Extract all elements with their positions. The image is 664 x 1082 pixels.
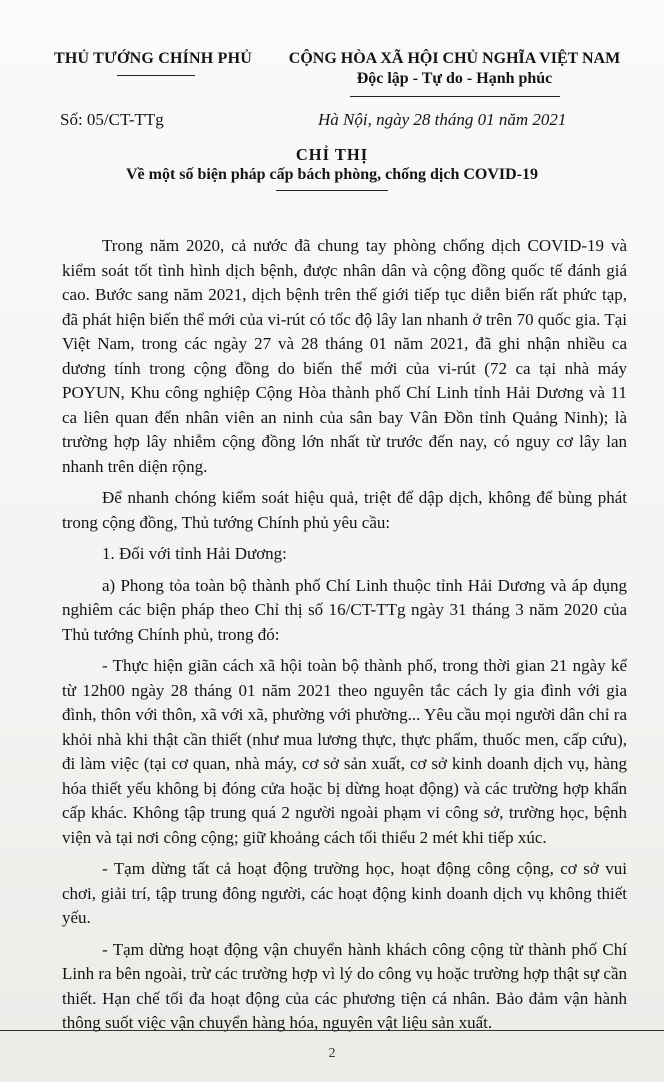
paragraph-request: Để nhanh chóng kiểm soát hiệu quả, triệt để dập dịch, không để bùng phát trong cộng đồng, Thủ tướng Chính phủ yêu cầu: — [62, 488, 627, 532]
page-divider — [0, 1030, 664, 1031]
national-header — [262, 50, 647, 88]
page-number: 2 — [328, 1046, 336, 1061]
nation-name: CỘNG HÒA XÃ HỘI CHỦ NGHĨA VIỆT NAM — [288, 50, 621, 67]
title-underline — [276, 190, 388, 191]
bullet-suspend-transport: - Tạm dừng hoạt động vận chuyển hành khách công cộng từ thành phố Chí Linh ra bên ngoài, trừ các trường hợp vì lý do công vụ hoặc trường hợp thật sự cần thiết. Hạn chế tối đa hoạt động của các phương tiện cá nhân. Bảo đảm vận hành thông suốt việc vận chuyển hàng hóa, nguyên vật liệu sản xuất. — [62, 939, 627, 1032]
section-heading: 1. Đối với tỉnh Hải Dương: — [102, 544, 287, 563]
bullet-suspend-activities: - Tạm dừng tất cả hoạt động trường học, hoạt động công cộng, cơ sở vui chơi, giải trí, tập trung đông người, các hoạt động kinh doanh dịch vụ không thiết yếu. — [62, 859, 627, 927]
document-body — [62, 234, 627, 1043]
paragraph-intro: Trong năm 2020, cả nước đã chung tay phòng chống dịch COVID-19 và kiểm soát tốt tình hình dịch bệnh, được nhân dân và cộng đồng quốc tế đánh giá cao. Bước sang năm 2021, dịch bệnh trên thế giới tiếp tục diễn biến rất phức tạp, đã phát hiện biến thể mới của vi-rút có tốc độ lây lan nhanh ở trên 70 quốc gia. Tại Việt Nam, trong các ngày 27 và 28 tháng 01 năm 2021, đã ghi nhận nhiều ca dương tính trong cộng đồng do biến thể mới của vi-rút (72 ca tại nhà máy POYUN, Khu công nghiệp Cộng Hòa thành phố Chí Linh tỉnh Hải Dương và 11 ca liên quan đến nhân viên an ninh của sân bay Vân Đồn tỉnh Quảng Ninh); là trường hợp lây nhiễm cộng đồng lớn nhất từ trước đến nay, có nguy cơ lây lan nhanh trên diện rộng. — [62, 236, 627, 476]
document-number: Số: 05/CT-TTg — [60, 110, 164, 129]
motto-underline — [350, 96, 560, 97]
agency-underline — [117, 75, 195, 76]
document-title: CHỈ THỊ — [295, 145, 369, 164]
place-date: Hà Nội, ngày 28 tháng 01 năm 2021 — [318, 110, 567, 129]
subsection-a: a) Phong tỏa toàn bộ thành phố Chí Linh thuộc tỉnh Hải Dương và áp dụng nghiêm các biện pháp theo Chỉ thị số 16/CT-TTg ngày 31 tháng 3 năm 2020 của Thủ tướng Chính phủ, trong đó: — [62, 575, 627, 644]
issuing-agency: THỦ TƯỚNG CHÍNH PHỦ — [53, 50, 253, 67]
document-subtitle: Về một số biện pháp cấp bách phòng, chống dịch COVID-19 — [125, 166, 539, 183]
bullet-social-distancing: - Thực hiện giãn cách xã hội toàn bộ thành phố, trong thời gian 21 ngày kể từ 12h00 ngày 28 tháng 01 năm 2021 theo nguyên tắc cách ly gia đình với gia đình, thôn với thôn, xã với xã, phường với phường... Yêu cầu mọi người dân chỉ ra khỏi nhà khi thật cần thiết (như mua lương thực, thực phẩm, thuốc men, cấp cứu), đi làm việc (tại cơ quan, nhà máy, cơ sở sản xuất, cơ sở kinh doanh dịch vụ, hàng hóa thiết yếu không bị đóng cửa hoặc bị dừng hoạt động) và các trường hợp khẩn cấp khác. Không tập trung quá 2 người ngoài phạm vi công sở, trường học, bệnh viện và tại nơi công cộng; giữ khoảng cách tối thiểu 2 mét khi tiếp xúc. — [62, 656, 627, 847]
national-motto: Độc lập - Tự do - Hạnh phúc — [356, 70, 553, 87]
